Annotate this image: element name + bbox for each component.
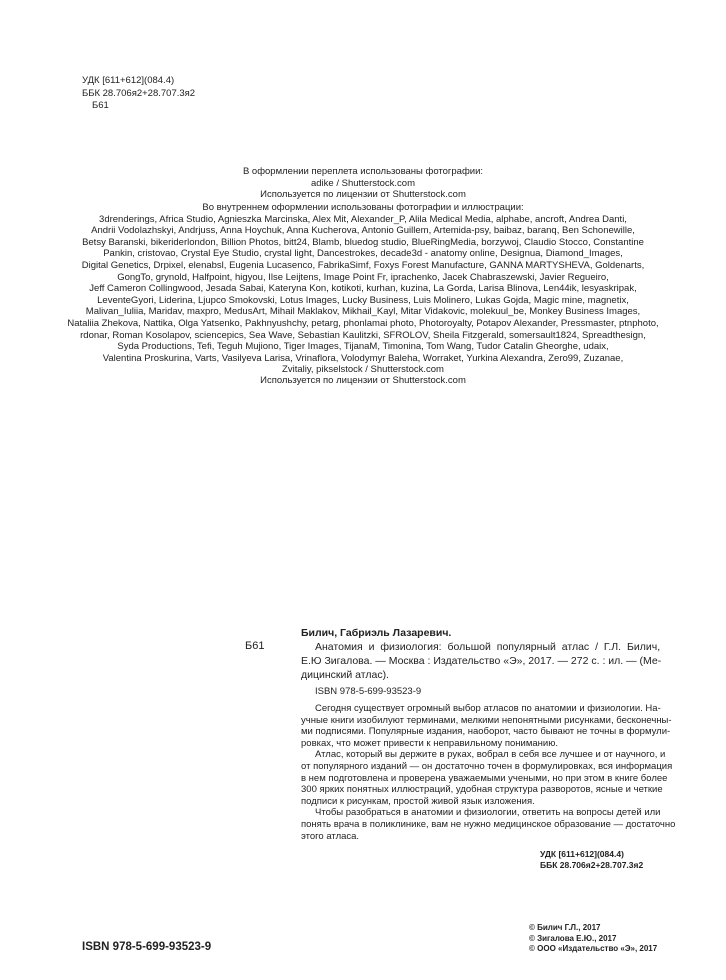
credits-line: Digital Genetics, Drpixel, elenabsl, Eugenia Lucasenco, FabrikaSimf, Foxys Forest Manufacture, GANNA MARTYSHEVA, Goldenarts, bbox=[81, 259, 645, 271]
catalog-author: Билич, Габриэль Лазаревич. bbox=[301, 627, 452, 639]
annotation-line: подписи к рисункам, простой живой язык изложения. bbox=[301, 795, 535, 807]
annotation-line: понять врача в поликлинике, вам не нужно медицинское образование — достаточно bbox=[301, 818, 676, 830]
credits-line: LeventeGyori, Liderina, Ljupco Smokovski, Lotus Images, Lucky Business, Luis Molinero, Lukas Gojda, Magic mine, magnetix, bbox=[97, 294, 629, 306]
credits-line: 3drenderings, Africa Studio, Agnieszka Marcinska, Alex Mit, Alexander_P, Alila Medical Media, alphabe, ancroft, Andrea Danti, bbox=[99, 213, 627, 225]
bbk-code: ББК 28.706я2+28.707.3я2 bbox=[540, 860, 644, 870]
credits-line: Malivan_Iuliia, Maridav, maxpro, MedusArt, Mihail Maklakov, Mikhail_Kayl, Mitar Vidakovic, molekuul_be, Monkey Business Images, bbox=[85, 306, 641, 318]
catalog-desc-line: дицинский атлас). bbox=[301, 669, 389, 681]
isbn-footer: ISBN 978-5-699-93523-9 bbox=[82, 941, 212, 953]
credits-line: Betsy Baranski, bikeriderlondon, Billion Photos, bitt24, Blamb, bluedog studio, BlueRingMedia, borzywoj, Claudio Stocco, Constantine bbox=[82, 236, 644, 248]
cover-credits bbox=[0, 166, 726, 201]
cover-credits-source: adike / Shutterstock.com bbox=[310, 177, 416, 189]
annotation bbox=[301, 703, 676, 842]
annotation-line: Сегодня существует огромный выбор атласов по анатомии и физиологии. На- bbox=[315, 703, 661, 714]
catalog-entry bbox=[301, 626, 669, 682]
copyright-line: © ООО «Издательство «Э», 2017 bbox=[529, 944, 658, 953]
catalog-desc-line: Е.Ю Зигалова. — Москва : Издательство «Э», 2017. — 272 с. : ил. — (Ме- bbox=[301, 655, 662, 667]
credits-line: rdonar, Roman Kosolapov, sciencepics, Sea Wave, Sebastian Kaulitzki, SFROLOV, Sheila Fitzgerald, somersault1824, Spreadthesign, bbox=[80, 329, 646, 341]
annotation-line: этого атласа. bbox=[301, 830, 360, 842]
catalog-code: Б61 bbox=[245, 640, 265, 652]
catalog-isbn: ISBN 978-5-699-93523-9 bbox=[315, 686, 422, 697]
author-mark: Б61 bbox=[92, 100, 109, 111]
bbk-code: ББК 28.706я2+28.707.3я2 bbox=[82, 87, 196, 99]
annotation-line: от популярного изданий — он достаточно точен в формулировках, вся информация bbox=[301, 760, 673, 772]
catalog-desc-line: Анатомия и физиология: большой популярный атлас / Г.Л. Билич, bbox=[315, 641, 661, 653]
inner-credits-license: Используется по лицензии от Shutterstock.com bbox=[260, 375, 466, 386]
credits-line: Zvitaliy, pikselstock / Shutterstock.com bbox=[282, 364, 444, 376]
credits-line: Jeff Cameron Collingwood, Jesada Sabai, Kateryna Kon, kotikoti, kurhan, kuzina, La Gorda, Larisa Blinova, Len44ik, lesyaskripak, bbox=[89, 283, 637, 295]
udk-bottom-block bbox=[540, 849, 643, 871]
credits-line: Nataliia Zhekova, Nattika, Olga Yatsenko, Pakhnyushchy, petarg, phonlamai photo, Photoroyalty, Potapov Alexander, Pressmaster, ptnphoto, bbox=[67, 317, 659, 329]
cover-credits-license: Используется по лицензии от Shutterstock.com bbox=[260, 189, 466, 201]
copyright-line: © Зигалова Е.Ю., 2017 bbox=[529, 933, 617, 943]
credits-line: Andrii Vodolazhskyi, Andrjuss, Anna Hoychuk, Anna Kucherova, Antonio Guillem, Artemida-psy, baibaz, baranq, Ben Schonewille, bbox=[91, 225, 635, 237]
cover-credits-heading: В оформлении переплета использованы фотографии: bbox=[242, 166, 484, 177]
udk-top-block bbox=[82, 75, 195, 113]
credits-line: Valentina Proskurina, Varts, Vasilyeva Larisa, Vrinaflora, Volodymyr Baleha, Worraket, Yurkina Alexandra, Zero99, Zuzanae, bbox=[102, 352, 624, 364]
annotation-line: Чтобы разобраться в анатомии и физиологии, ответить на вопросы детей или bbox=[315, 807, 661, 819]
credits-line: Pankin, cristovao, Crystal Eye Studio, crystal light, Dancestrokes, decade3d - anatomy online, Designua, Diamond_Images, bbox=[103, 248, 623, 260]
annotation-line: ми подписями. Популярные издания, наоборот, часто бывают не точны в формули- bbox=[301, 726, 671, 738]
annotation-line: учные книги изобилуют терминами, мелкими непонятными рисунками, бесконечны- bbox=[301, 714, 672, 726]
udk-code: УДК [611+612](084.4) bbox=[82, 75, 175, 86]
inner-credits-heading: Во внутреннем оформлении использованы фотографии и иллюстрации: bbox=[202, 202, 524, 213]
annotation-line: ровках, что может привести к неправильному пониманию. bbox=[301, 737, 558, 749]
copyright-line: © Билич Г.Л., 2017 bbox=[529, 923, 601, 932]
annotation-line: в нем подготовлена и проверена уважаемыми учеными, но при этом в книге более bbox=[301, 772, 668, 784]
copyright-block bbox=[529, 923, 657, 955]
annotation-line: 300 ярких понятных иллюстраций, удобная структура разворотов, ясные и четкие bbox=[301, 784, 663, 796]
udk-code: УДК [611+612](084.4) bbox=[540, 849, 624, 859]
credits-line: GongTo, grynold, Halfpoint, higyou, Ilse Leijtens, Image Point Fr, iprachenko, Jacek Chabraszewski, Javier Regueiro, bbox=[117, 271, 609, 283]
inner-credits bbox=[0, 202, 726, 376]
credits-line: Syda Productions, Tefi, Teguh Mujiono, Tiger Images, TijanaM, Timonina, Tom Wang, Tudor Catalin Gheorghe, udaix, bbox=[117, 341, 609, 353]
annotation-line: Атлас, который вы держите в руках, вобрал в себя все лучшее и от научного, и bbox=[315, 749, 666, 761]
